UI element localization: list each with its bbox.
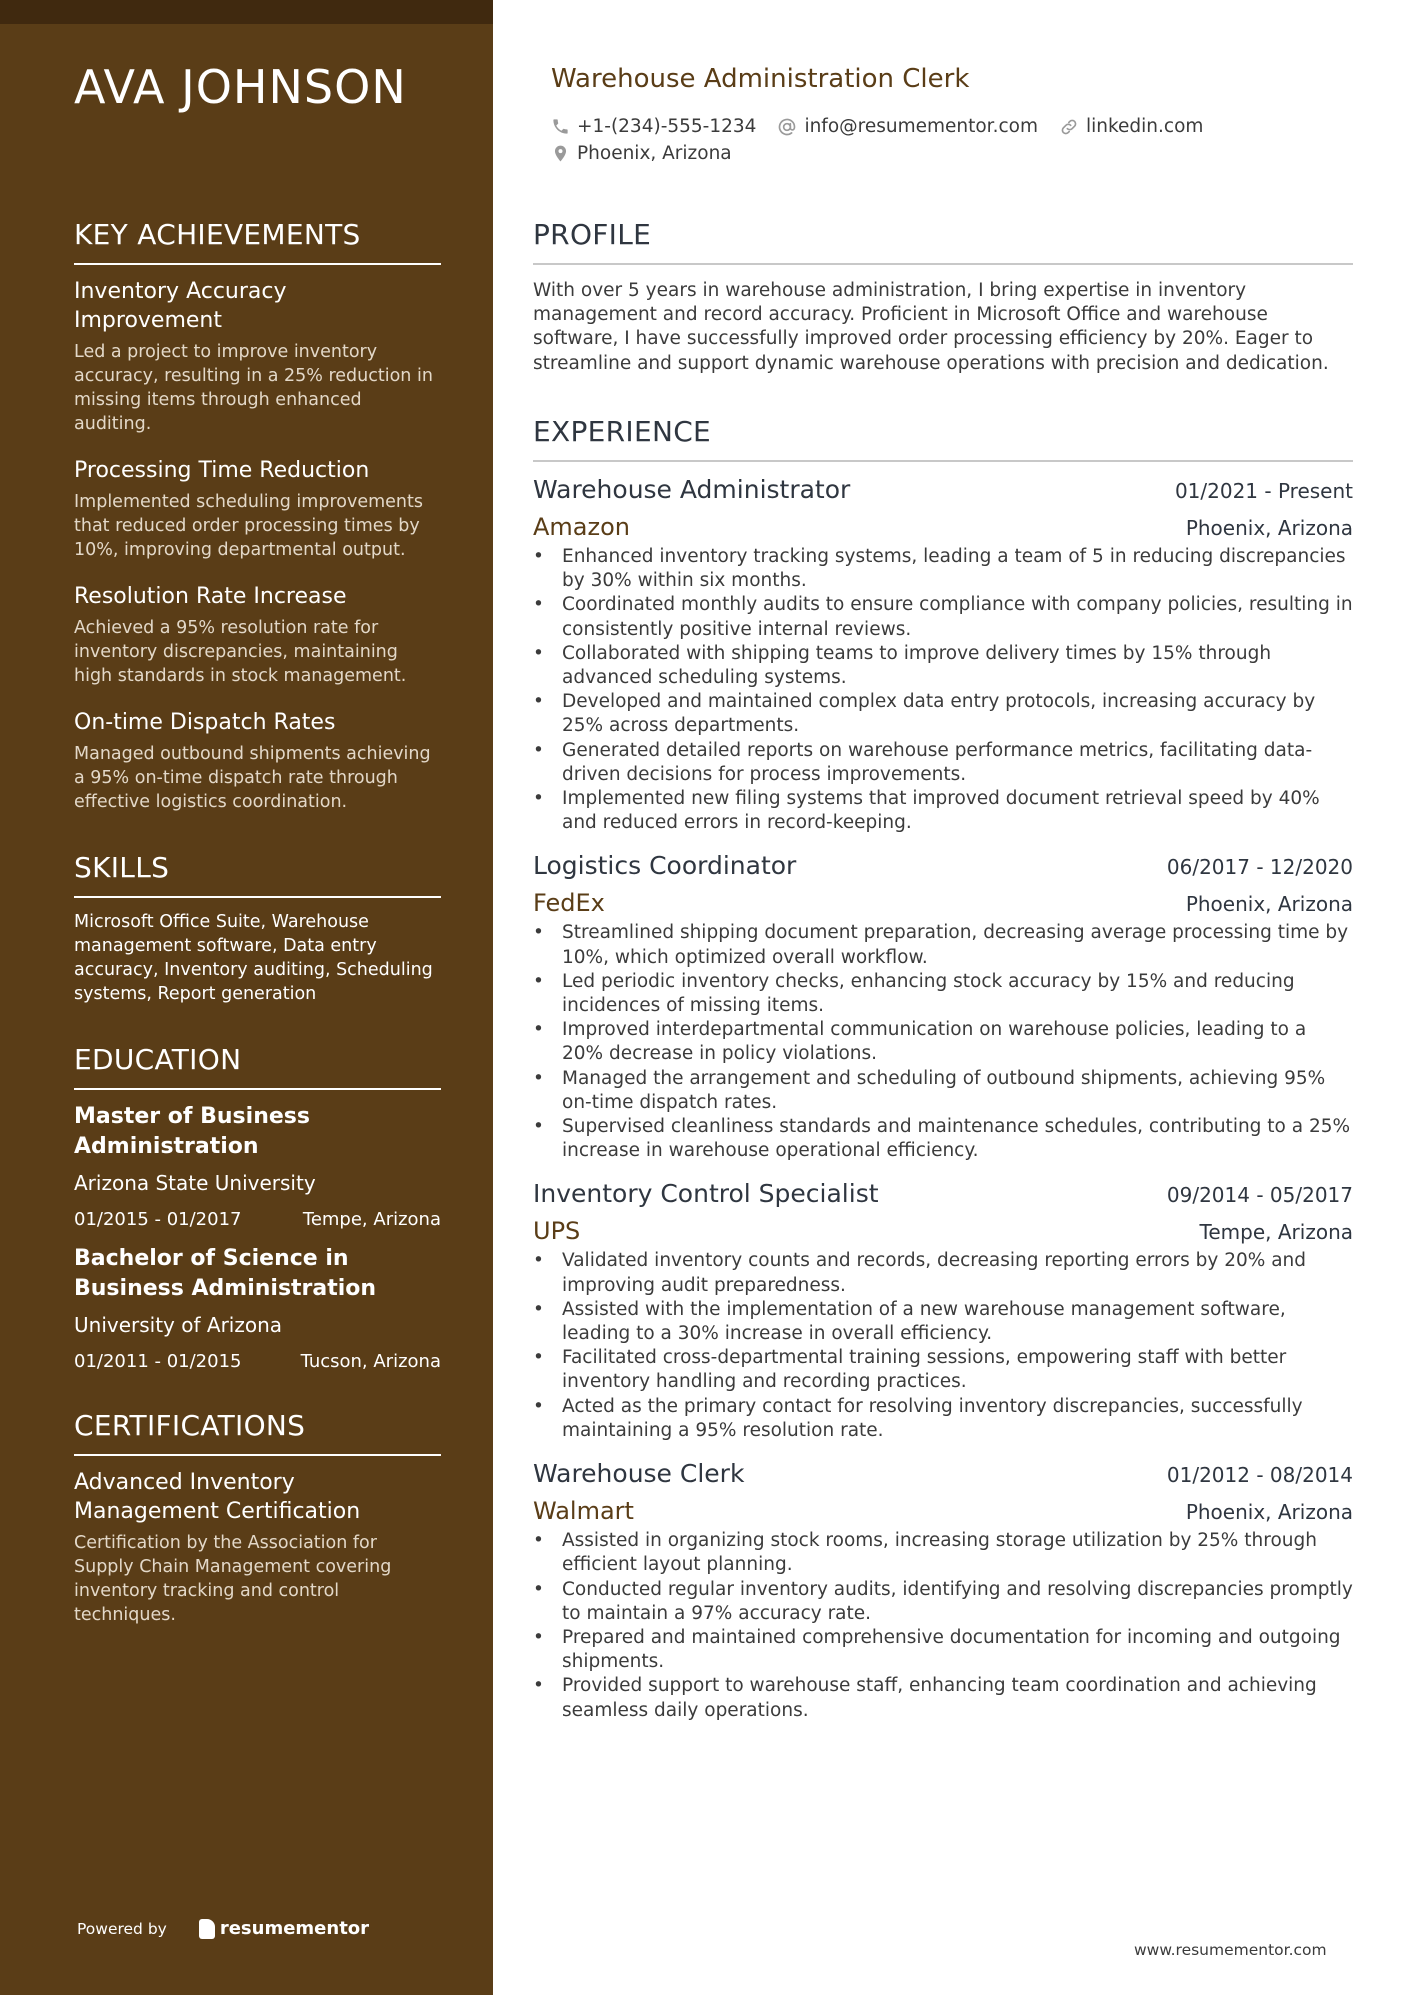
education-item xyxy=(74,1244,441,1372)
experience-subheader xyxy=(533,513,1353,541)
education-meta xyxy=(74,1351,441,1372)
contact-location xyxy=(551,143,732,164)
job-bullet: • Led periodic inventory checks, enhancing stock accuracy by 15% and reducing incidences of missing items. xyxy=(533,970,1353,1018)
achievement-description: Managed outbound shipments achieving a 95% on-time dispatch rate through effective logistics coordination. xyxy=(74,744,431,812)
education-heading: EDUCATION xyxy=(74,1043,441,1090)
footer-url[interactable]: www.resumementor.com xyxy=(1134,1941,1327,1959)
education-item xyxy=(74,1102,441,1230)
job-bullet: • Streamlined shipping document preparation, decreasing average processing time by 10%, which optimized overall workflow. xyxy=(533,921,1353,969)
achievement-item xyxy=(74,277,441,436)
link-icon xyxy=(1059,117,1079,137)
achievements-heading: KEY ACHIEVEMENTS xyxy=(74,218,441,265)
contact-email[interactable] xyxy=(777,116,1038,137)
job-bullet: • Provided support to warehouse staff, enhancing team coordination and achieving seamless daily operations. xyxy=(533,1674,1353,1722)
achievement-description: Implemented scheduling improvements that reduced order processing times by 10%, improving departmental output. xyxy=(74,492,423,560)
achievement-title: On-time Dispatch Rates xyxy=(74,710,336,735)
experience-heading: EXPERIENCE xyxy=(533,415,1353,462)
achievements-section xyxy=(74,218,441,814)
job-dates: 01/2012 - 08/2014 xyxy=(1166,1463,1353,1488)
achievement-item xyxy=(74,456,441,562)
job-bullet: • Generated detailed reports on warehouse performance metrics, facilitating data-driven decisions for process improvements. xyxy=(533,739,1353,787)
experience-item xyxy=(533,475,1353,835)
profile-summary: With over 5 years in warehouse administration, I bring expertise in inventory management and record accuracy. Proficient in Microsoft Office and warehouse software, I have successfully improved order processing efficiency by 20%. Eager to streamline and support dynamic warehouse operations with precision and dedication. xyxy=(533,280,1329,374)
experience-header xyxy=(533,851,1353,880)
job-dates: 06/2017 - 12/2020 xyxy=(1166,855,1353,880)
experience-list xyxy=(533,475,1353,1739)
job-bullet: • Supervised cleanliness standards and maintenance schedules, contributing to a 25% increase in warehouse operational efficiency. xyxy=(533,1115,1353,1163)
sidebar-top-bar xyxy=(0,0,493,24)
education-meta xyxy=(74,1209,441,1230)
achievement-description: Achieved a 95% resolution rate for inventory discrepancies, maintaining high standards in stock management. xyxy=(74,618,407,686)
contact-row xyxy=(551,113,1331,140)
job-bullet: • Conducted regular inventory audits, identifying and resolving discrepancies promptly to maintain a 97% accuracy rate. xyxy=(533,1578,1353,1626)
job-bullets xyxy=(533,1249,1353,1443)
phone-text: +1-(234)-555-1234 xyxy=(577,116,757,137)
job-bullet: • Managed the arrangement and scheduling of outbound shipments, achieving 95% on-time dispatch rates. xyxy=(533,1067,1353,1115)
experience-item xyxy=(533,851,1353,1163)
job-bullets xyxy=(533,921,1353,1163)
job-bullet: • Collaborated with shipping teams to improve delivery times by 15% through advanced scheduling systems. xyxy=(533,642,1353,690)
experience-subheader xyxy=(533,889,1353,917)
location-text: Phoenix, Arizona xyxy=(577,143,732,164)
powered-by xyxy=(77,1918,369,1939)
job-bullet: • Prepared and maintained comprehensive documentation for incoming and outgoing shipments. xyxy=(533,1626,1353,1674)
contact-info xyxy=(551,113,1331,167)
job-company: FedEx xyxy=(533,889,605,918)
job-role: Logistics Coordinator xyxy=(533,851,797,881)
job-bullet: • Assisted with the implementation of a new warehouse management software, leading to a 30% increase in overall efficiency. xyxy=(533,1298,1353,1346)
logo-text: resumementor xyxy=(219,1918,370,1939)
job-title: Warehouse Administration Clerk xyxy=(551,64,970,94)
experience-item xyxy=(533,1459,1353,1723)
job-location: Phoenix, Arizona xyxy=(1185,1500,1353,1525)
education-dates: 01/2011 - 01/2015 xyxy=(74,1351,242,1372)
profile-heading: PROFILE xyxy=(533,218,1353,265)
education-dates: 01/2015 - 01/2017 xyxy=(74,1209,242,1230)
achievement-title: Inventory Accuracy Improvement xyxy=(74,279,287,333)
job-location: Phoenix, Arizona xyxy=(1185,516,1353,540)
skills-list: Microsoft Office Suite, Warehouse management software, Data entry accuracy, Inventory auditing, Scheduling systems, Report generation xyxy=(74,912,433,1004)
achievement-title: Resolution Rate Increase xyxy=(74,584,347,609)
certifications-section xyxy=(74,1409,441,1627)
linkedin-text: linkedin.com xyxy=(1085,116,1204,137)
education-school: University of Arizona xyxy=(74,1313,283,1337)
candidate-name: AVA JOHNSON xyxy=(74,60,407,114)
logo-mark-icon xyxy=(199,1919,215,1939)
certification-description: Certification by the Association for Supply Chain Management covering inventory tracking and control techniques. xyxy=(74,1533,392,1625)
job-role: Warehouse Administrator xyxy=(533,475,851,504)
achievement-item xyxy=(74,582,441,688)
phone-icon xyxy=(551,117,570,136)
job-location: Tempe, Arizona xyxy=(1199,1220,1353,1245)
education-location: Tempe, Arizona xyxy=(302,1209,441,1230)
job-dates: 09/2014 - 05/2017 xyxy=(1166,1183,1353,1208)
job-bullet: • Developed and maintained complex data entry protocols, increasing accuracy by 25% across departments. xyxy=(533,690,1353,738)
job-role: Inventory Control Specialist xyxy=(533,1179,879,1209)
job-bullet: • Validated inventory counts and records, decreasing reporting errors by 20% and improving audit preparedness. xyxy=(533,1249,1353,1297)
job-bullets xyxy=(533,1529,1353,1723)
contact-row xyxy=(551,140,1331,167)
job-location: Phoenix, Arizona xyxy=(1185,892,1353,917)
sidebar xyxy=(0,0,493,1995)
job-dates: 01/2021 - Present xyxy=(1174,479,1353,503)
education-location: Tucson, Arizona xyxy=(300,1351,441,1372)
job-role: Warehouse Clerk xyxy=(533,1459,745,1489)
education-school: Arizona State University xyxy=(74,1171,316,1195)
skills-section xyxy=(74,851,441,1006)
certification-title: Advanced Inventory Management Certification xyxy=(74,1470,361,1524)
experience-subheader xyxy=(533,1497,1353,1525)
achievement-title: Processing Time Reduction xyxy=(74,458,370,483)
experience-header xyxy=(533,475,1353,504)
location-pin-icon xyxy=(551,144,570,163)
job-company: Walmart xyxy=(533,1497,634,1526)
skills-heading: SKILLS xyxy=(74,851,441,898)
email-text: info@resumementor.com xyxy=(804,116,1038,137)
education-section xyxy=(74,1043,441,1372)
job-bullet: • Coordinated monthly audits to ensure compliance with company policies, resulting in consistently positive internal reviews. xyxy=(533,593,1353,641)
job-bullet: • Enhanced inventory tracking systems, leading a team of 5 in reducing discrepancies by 30% within six months. xyxy=(533,545,1353,593)
experience-header xyxy=(533,1459,1353,1488)
contact-phone[interactable] xyxy=(551,116,756,137)
job-bullets xyxy=(533,545,1353,835)
education-degree: Bachelor of Science in Business Administration xyxy=(74,1246,377,1301)
job-bullet: • Facilitated cross-departmental training sessions, empowering staff with better inventory handling and recording practices. xyxy=(533,1346,1353,1394)
job-bullet: • Implemented new filing systems that improved document retrieval speed by 40% and reduced errors in record-keeping. xyxy=(533,787,1353,835)
experience-header xyxy=(533,1179,1353,1208)
powered-by-label: Powered by xyxy=(77,1919,167,1938)
job-bullet: • Improved interdepartmental communication on warehouse policies, leading to a 20% decrease in policy violations. xyxy=(533,1018,1353,1066)
achievement-item xyxy=(74,708,441,814)
achievement-description: Led a project to improve inventory accuracy, resulting in a 25% reduction in missing items through enhanced auditing. xyxy=(74,342,433,434)
job-company: UPS xyxy=(533,1217,581,1246)
sidebar-content xyxy=(74,218,441,1664)
job-bullet: • Assisted in organizing stock rooms, increasing storage utilization by 25% through efficient layout planning. xyxy=(533,1529,1353,1577)
contact-linkedin[interactable] xyxy=(1059,116,1203,137)
certifications-heading: CERTIFICATIONS xyxy=(74,1409,441,1456)
resumementor-logo[interactable] xyxy=(199,1918,369,1939)
experience-subheader xyxy=(533,1217,1353,1245)
job-bullet: • Acted as the primary contact for resolving inventory discrepancies, successfully maintaining a 95% resolution rate. xyxy=(533,1395,1353,1443)
education-degree: Master of Business Administration xyxy=(74,1104,310,1159)
experience-item xyxy=(533,1179,1353,1443)
at-icon xyxy=(777,117,797,137)
job-company: Amazon xyxy=(533,513,630,541)
